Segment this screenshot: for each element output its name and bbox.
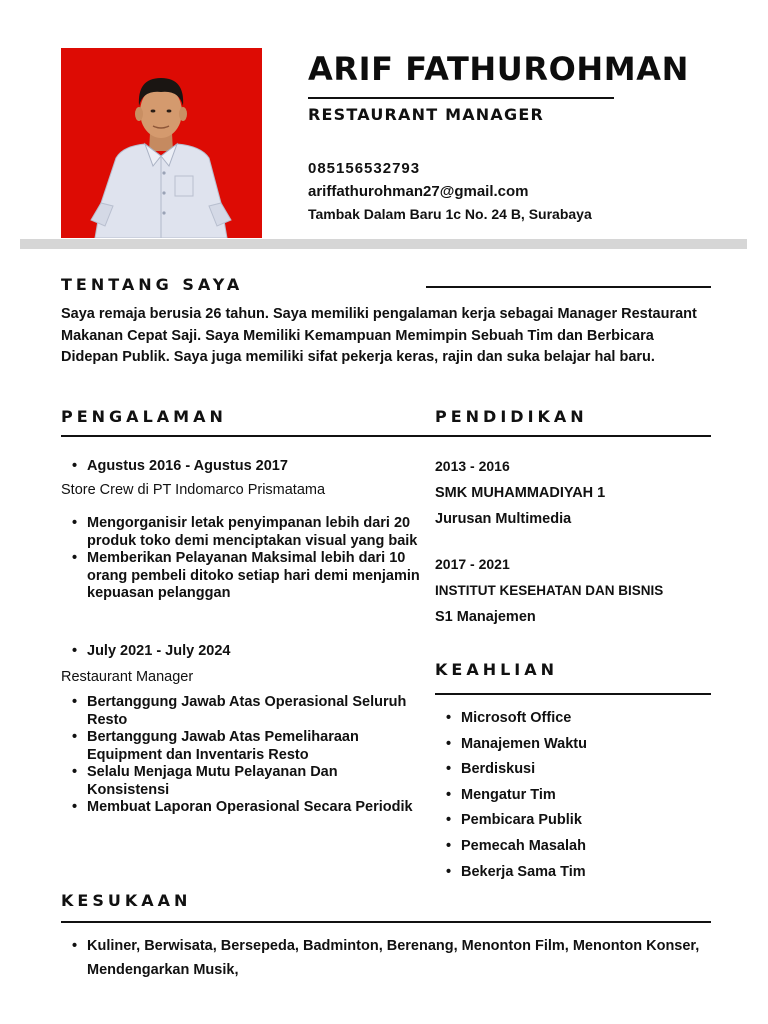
name-underline	[308, 97, 614, 99]
skills-heading: KEAHLIAN	[435, 660, 559, 679]
about-heading: TENTANG SAYA	[61, 275, 244, 294]
job-duty: • Memberikan Pelayanan Maksimal lebih dari 10 orang pembeli ditoko setiap hari demi menjamin kepuasan pelanggan	[61, 550, 421, 603]
hobbies-heading: KESUKAAN	[61, 891, 192, 910]
section-rule	[61, 435, 711, 437]
education-heading: PENDIDIKAN	[435, 407, 588, 426]
job-duty: • Selalu Menjaga Mutu Pelayanan Dan Konsistensi	[61, 764, 421, 799]
job-duty: • Membuat Laporan Operasional Secara Periodik	[61, 799, 421, 817]
header-divider-band	[20, 239, 747, 249]
skill-item: • Mengatur Tim	[435, 786, 711, 812]
job-period-list	[61, 457, 421, 475]
education-school: INSTITUT KESEHATAN DAN BISNIS	[435, 583, 664, 598]
education-school: SMK MUHAMMADIYAH 1	[435, 485, 606, 501]
person-illustration	[61, 48, 262, 238]
education-years: 2017 - 2021	[435, 556, 510, 572]
job-role: Restaurant Manager	[61, 669, 194, 685]
education-detail: Jurusan Multimedia	[435, 511, 572, 527]
job-duty: • Bertanggung Jawab Atas Operasional Seluruh Resto	[61, 694, 421, 729]
job-period-list	[61, 642, 421, 660]
job-title: RESTAURANT MANAGER	[308, 105, 544, 124]
home-address: Tambak Dalam Baru 1c No. 24 B, Surabaya	[308, 206, 592, 222]
job-duty: • Mengorganisir letak penyimpanan lebih dari 20 produk toko demi menciptakan visual yang baik	[61, 515, 421, 550]
about-rule	[426, 286, 711, 288]
hobbies-list	[61, 935, 711, 982]
job-period: • July 2021 - July 2024	[61, 642, 421, 660]
phone-number: 085156532793	[308, 160, 421, 177]
hobbies-rule	[61, 921, 711, 923]
job-duties-list	[61, 694, 421, 817]
education-years: 2013 - 2016	[435, 458, 510, 474]
job-duties-list	[61, 515, 421, 603]
job-duty: • Bertanggung Jawab Atas Pemeliharaan Equipment dan Inventaris Resto	[61, 729, 421, 764]
skills-rule	[435, 693, 711, 695]
hobbies-text: • Kuliner, Berwisata, Bersepeda, Badminton, Berenang, Menonton Film, Menonton Konser, Mendengarkan Musik,	[61, 935, 711, 982]
about-text: Saya remaja berusia 26 tahun. Saya memiliki pengalaman kerja sebagai Manager Restaurant Makanan Cepat Saji. Saya Memiliki Kemampuan Memimpin Sebuah Tim dan Berbicara Didepan Publik. Saya juga memiliki sifat pekerja keras, rajin dan suka belajar hal baru.	[61, 306, 697, 365]
skill-item: • Pemecah Masalah	[435, 837, 711, 863]
skill-item: • Microsoft Office	[435, 709, 711, 735]
job-period: • Agustus 2016 - Agustus 2017	[61, 457, 421, 475]
email-address: ariffathurohman27@gmail.com	[308, 183, 529, 200]
profile-photo	[61, 48, 262, 238]
education-detail: S1 Manajemen	[435, 609, 536, 625]
job-role: Store Crew di PT Indomarco Prismatama	[61, 482, 326, 498]
skill-item: • Bekerja Sama Tim	[435, 863, 711, 889]
candidate-name: ARIF FATHUROHMAN	[308, 50, 689, 88]
skill-item: • Berdiskusi	[435, 760, 711, 786]
skill-item: • Manajemen Waktu	[435, 735, 711, 761]
experience-heading: PENGALAMAN	[61, 407, 227, 426]
skill-item: • Pembicara Publik	[435, 811, 711, 837]
skills-list	[435, 709, 711, 888]
